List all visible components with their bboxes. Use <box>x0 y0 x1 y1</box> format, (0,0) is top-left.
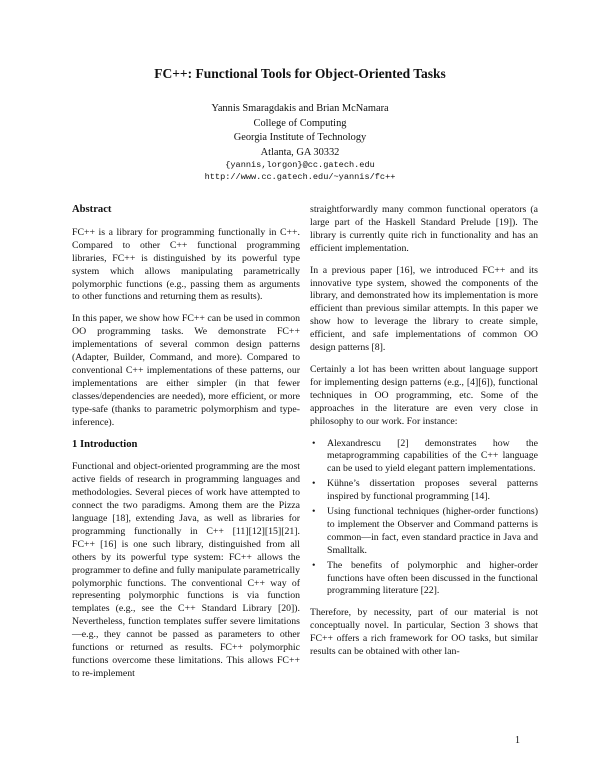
introduction-paragraph: Functional and object-oriented programming are the most active fields of research in programming languages and methodologies. Several pieces of work have attempted to connect the two paradigms. Among them are the Pizza language [18], extending Java, as well as libraries for programming functionally in C++ [11][12][15][21]. FC++ [16] is one such library, distinguished from all others by its powerful type system: FC++ allows the programmer to define and fully manipulate parametrically polymorphic functions. The conventional C++ way of representing polymorphic functions is via function templates (e.g., see the C++ Standard Library [20]). Nevertheless, function templates suffer severe limitations—e.g., they cannot be passed as parameters to other functions or returned as results. FC++ polymorphic functions overcome these limitations. This allows FC++ to re-implement <box>72 461 300 679</box>
author-institute: Georgia Institute of Technology <box>233 132 367 143</box>
body-paragraph: Therefore, by necessity, part of our material is not conceptually novel. In particular, Section 3 shows that FC++ offers a rich framework for OO tasks, but similar results can be obtained with other lan- <box>310 607 538 658</box>
list-item-text: The benefits of polymorphic and higher-order functions have often been discussed in the functional programming literature [22]. <box>327 559 538 597</box>
left-column <box>72 204 300 690</box>
body-paragraph: Certainly a lot has been written about language support for implementing design patterns (e.g., [4][6]), functional techniques in OO programming, etc. Some of the approaches in the literature are even very close in philosophy to our work. For instance: <box>310 363 538 427</box>
body-paragraph: straightforwardly many common functional operators (a large part of the Haskell Standard Prelude [19]). The library is currently quite rich in functionality and has an efficient implementation. <box>310 204 538 254</box>
list-item <box>310 506 538 558</box>
page-number: 1 <box>515 735 520 746</box>
abstract-paragraph: In this paper, we show how FC++ can be used in common OO programming tasks. We demonstrate FC++ implementations of several common design patterns (Adapter, Builder, Command, and more). Compared to conventional C++ implementations of these patterns, our implementations are either simpler (in that fewer classes/dependencies are needed), more efficient, or more type-safe (thanks to parametric polymorphism and type-inference). <box>72 313 300 428</box>
right-column <box>310 204 538 668</box>
body-paragraph: In a previous paper [16], we introduced FC++ and its innovative type system, showed the components of the library, and demonstrated how its implementation is more efficient than previous similar attempts. In this paper we show how to leverage the library to create simple, efficient, and safe implementations of common OO design patterns [8]. <box>310 264 538 354</box>
bullet-icon: • <box>312 437 316 449</box>
author-names: Yannis Smaragdakis and Brian McNamara <box>211 103 389 114</box>
introduction-heading: 1 Introduction <box>72 438 138 450</box>
list-item-text: Alexandrescu [2] demonstrates how the metaprogramming capabilities of the C++ language can be used to yield elegant pattern implementations. <box>327 437 538 475</box>
list-item <box>310 560 538 599</box>
list-item-text: Kühne’s dissertation proposes several patterns inspired by functional programming [14]. <box>327 478 538 503</box>
list-item <box>310 438 538 477</box>
bullet-icon: • <box>312 506 316 518</box>
list-item-text: Using functional techniques (higher-order functions) to implement the Observer and Command patterns is common—in fact, even standard practice in Java and Smalltalk. <box>327 506 538 556</box>
list-item <box>310 478 538 504</box>
author-block <box>0 102 600 183</box>
bullet-icon: • <box>312 559 316 571</box>
author-url: http://www.cc.gatech.edu/~yannis/fc++ <box>204 171 396 182</box>
author-city: Atlanta, GA 30332 <box>260 146 340 158</box>
related-work-list <box>310 438 538 599</box>
author-email: {yannis,lorgon}@cc.gatech.edu <box>225 160 375 170</box>
abstract-paragraph: FC++ is a library for programming functionally in C++. Compared to other C++ functional programming libraries, FC++ is distinguished by its powerful type system which allows manipulating parametrically polymorphic functions (e.g., passing them as arguments to other functions and returning them as results). <box>72 226 300 303</box>
paper-title: FC++: Functional Tools for Object-Oriented Tasks <box>154 66 446 81</box>
bullet-icon: • <box>312 478 316 490</box>
abstract-heading: Abstract <box>72 204 112 215</box>
author-department: College of Computing <box>253 117 347 129</box>
